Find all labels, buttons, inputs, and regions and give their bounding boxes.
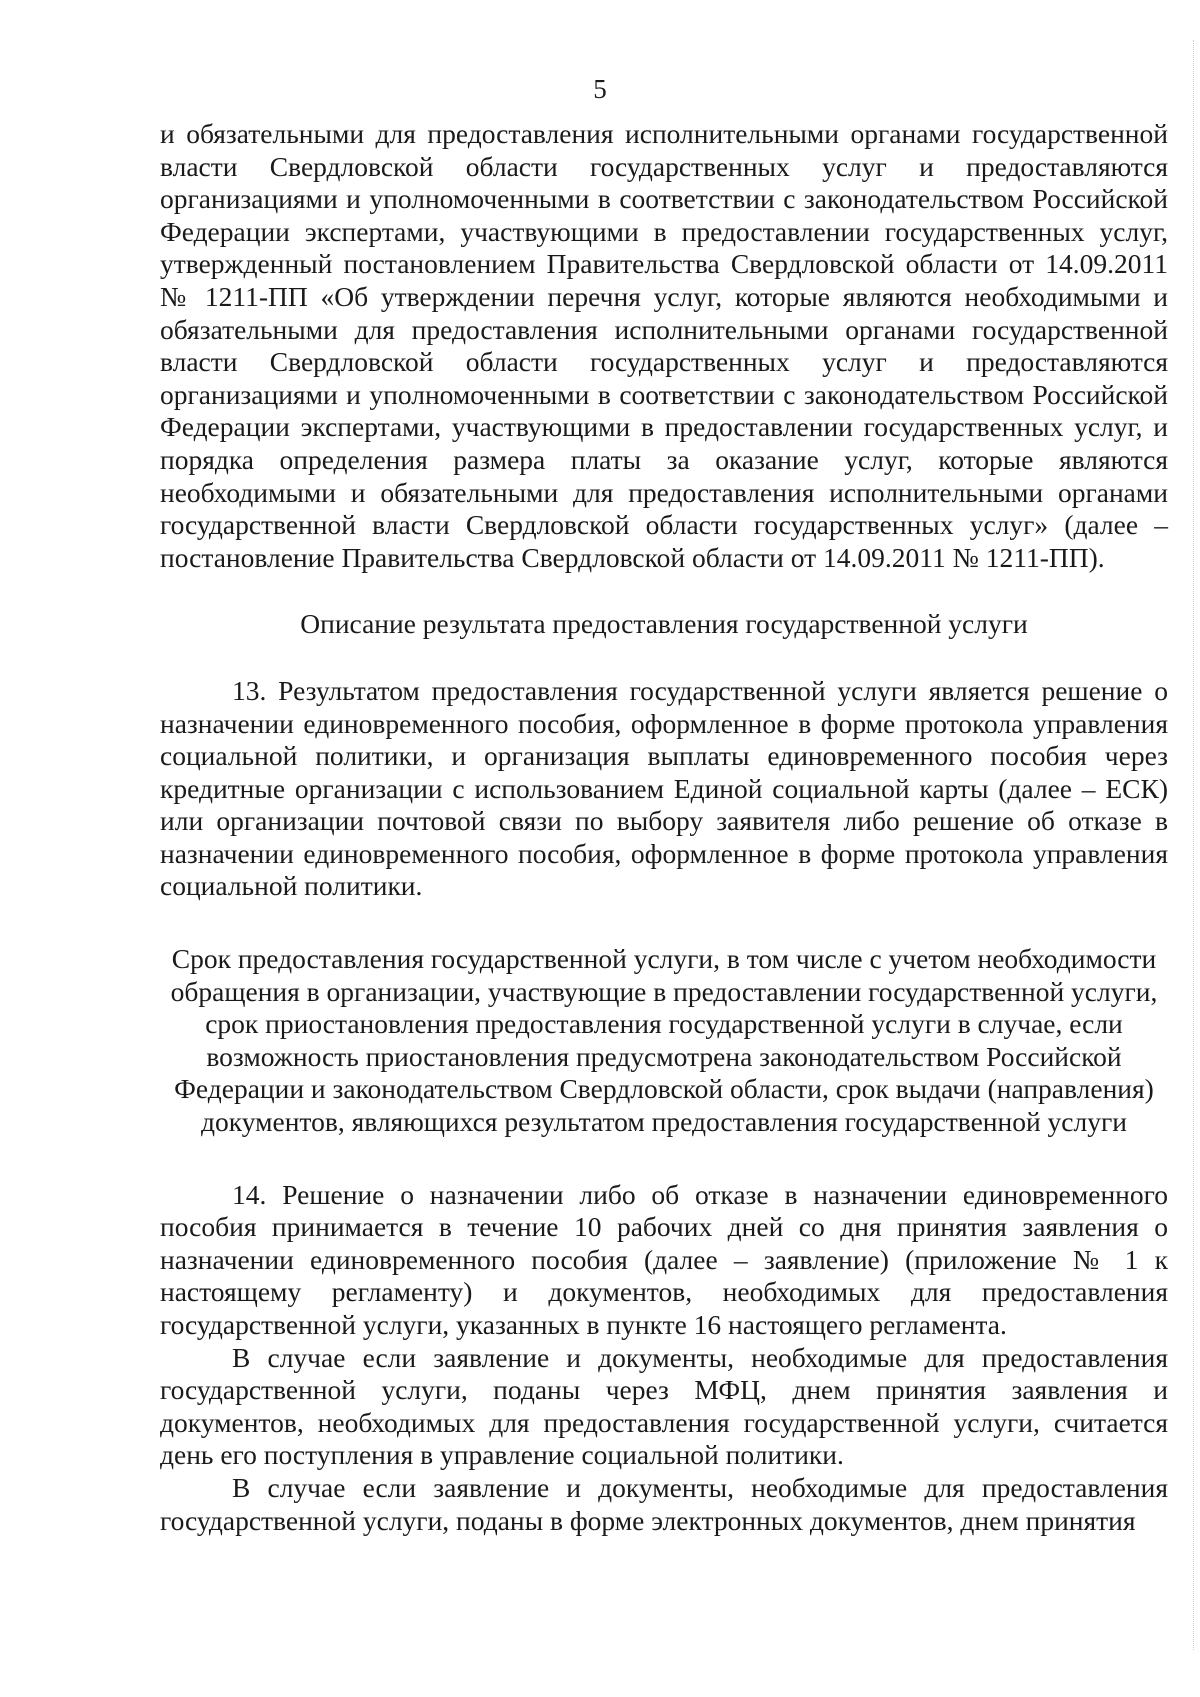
section-heading-term: Срок предоставления государственной услуги, в том числе с учетом необходимости обращения в организации, участвующие в предоставлении государственной услуги, срок приостановления предоставления государственной услуги в случае, если возможность приостановления предусмотрена законодательством Российской Федерации и законодательством Свердловской области, срок выдачи (направления) документов, являющихся результатом предоставления государственной услуги	[170, 943, 1158, 1138]
paragraph-13: 13. Результатом предоставления государственной услуги является решение о назначении единовременного пособия, оформленное в форме протокола управления социальной политики, и организация выплаты единовременного пособия через кредитные организации с использованием Единой социальной карты (далее – ЕСК) или организации почтовой связи по выбору заявителя либо решение об отказе в назначении единовременного пособия, оформленное в форме протокола управления социальной политики.	[160, 674, 1168, 902]
paragraph-electronic: В случае если заявление и документы, необходимые для предоставления государственной услуги, поданы в форме электронных документов, днем принятия	[160, 1471, 1168, 1536]
document-body	[160, 118, 1168, 1537]
page-number: 5	[593, 74, 607, 104]
paragraph-14: 14. Решение о назначении либо об отказе в назначении единовременного пособия принимается в течение 10 рабочих дней со дня принятия заявления о назначении единовременного пособия (далее – заявление) (приложение № 1 к настоящему регламенту) и документов, необходимых для предоставления государственной услуги, указанных в пункте 16 настоящего регламента.	[160, 1178, 1168, 1340]
intro-paragraph: и обязательными для предоставления исполнительными органами государственной власти Свердловской области государственных услуг и предоставляются организациями и уполномоченными в соответствии с законодательством Российской Федерации экспертами, участвующими в предоставлении государственных услуг, утвержденный постановлением Правительства Свердловской области от 14.09.2011 № 1211-ПП «Об утверждении перечня услуг, которые являются необходимыми и обязательными для предоставления исполнительными органами государственной власти Свердловской области государственных услуг и предоставляются организациями и уполномоченными в соответствии с законодательством Российской Федерации экспертами, участвующими в предоставлении государственных услуг, и порядка определения размера платы за оказание услуг, которые являются необходимыми и обязательными для предоставления исполнительными органами государственной власти Свердловской области государственных услуг» (далее – постановление Правительства Свердловской области от 14.09.2011 № 1211-ПП).	[160, 118, 1168, 573]
section-heading-result: Описание результата предоставления государственной услуги	[300, 608, 1028, 640]
scan-edge-line	[1192, 40, 1194, 1650]
paragraph-mfc: В случае если заявление и документы, необходимые для предоставления государственной услуги, поданы через МФЦ, днем принятия заявления и документов, необходимых для предоставления государственной услуги, считается день его поступления в управление социальной политики.	[160, 1341, 1168, 1471]
